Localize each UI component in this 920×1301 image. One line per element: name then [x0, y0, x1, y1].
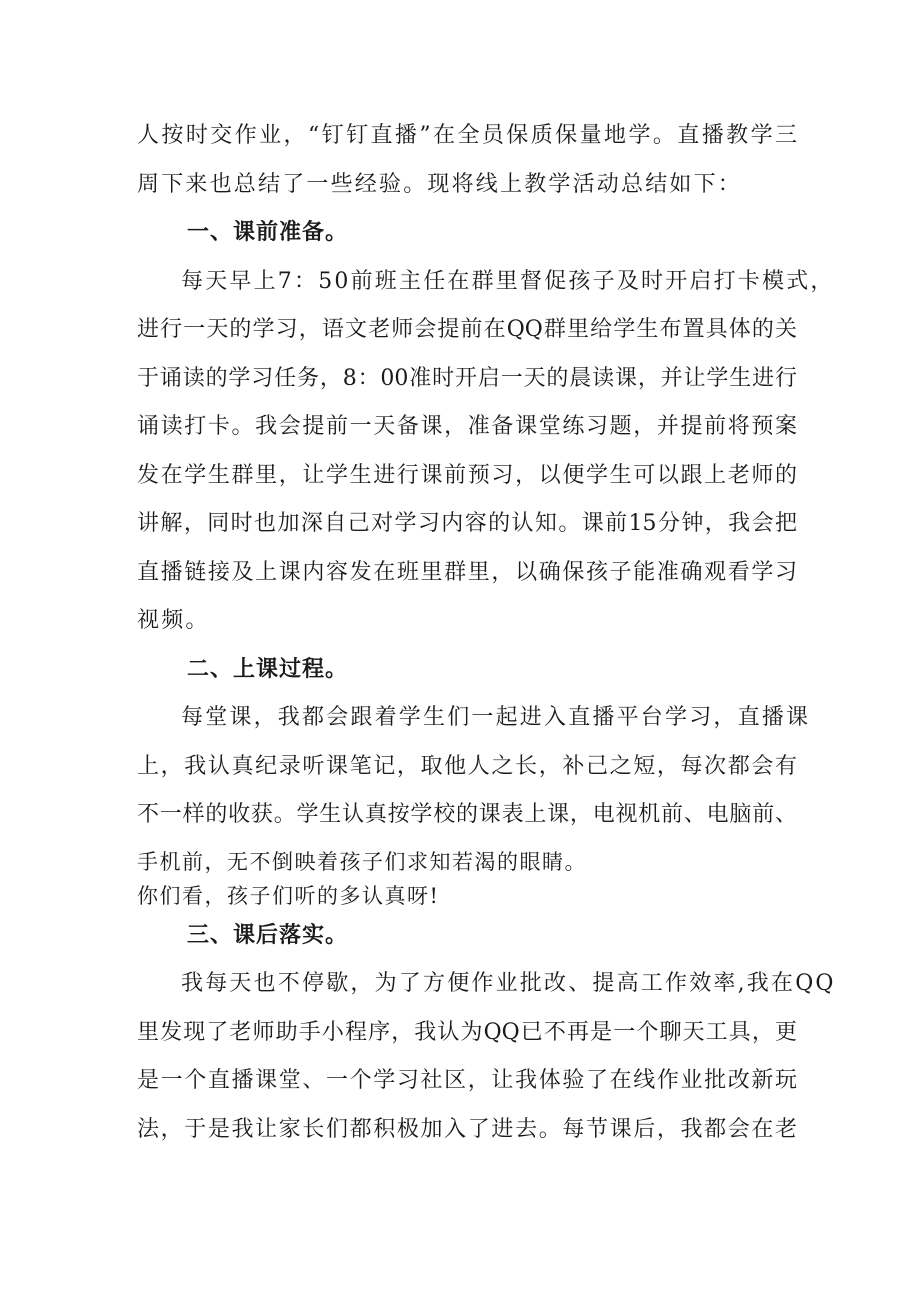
paragraph-line: 上，我认真纪录听课笔记，取他人之长，补己之短，每次都会有 — [137, 753, 797, 779]
paragraph-line: 是一个直播课堂、一个学习社区，让我体验了在线作业批改新玩 — [137, 1068, 797, 1093]
paragraph-line: 发在学生群里，让学生进行课前预习，以便学生可以跟上老师的 — [137, 462, 797, 488]
section-heading: 一、课前准备。 — [187, 220, 349, 245]
paragraph-line: 法，于是我让家长们都积极加入了进去。每节课后，我都会在老 — [137, 1116, 797, 1142]
paragraph-line: 直播链接及上课内容发在班里群里，以确保孩子能准确观看学习 — [137, 559, 797, 585]
intro-line: 人按时交作业，“钉钉直播”在全员保质保量地学。直播教学三 — [137, 123, 797, 148]
paragraph-line: 每堂课，我都会跟着学生们一起进入直播平台学习，直播课 — [181, 705, 811, 730]
paragraph-line: 于诵读的学习任务，8：00准时开启一天的晨读课，并让学生进行 — [137, 365, 797, 391]
paragraph-line: 不一样的收获。学生认真按学校的课表上课，电视机前、电脑前、 — [137, 802, 797, 827]
paragraph-line: 诵读打卡。我会提前一天备课，准备课堂练习题，并提前将预案 — [137, 414, 797, 439]
paragraph-line: 每天早上7：50前班主任在群里督促孩子及时开启打卡模式， — [181, 268, 835, 294]
paragraph-line: 视频。 — [137, 608, 210, 633]
intro-line: 周下来也总结了一些经验。现将线上教学活动总结如下： — [137, 171, 743, 197]
document-body — [137, 112, 836, 1154]
section-heading: 三、课后落实。 — [187, 922, 349, 948]
section-heading: 二、上课过程。 — [187, 656, 349, 682]
paragraph-line: 进行一天的学习，语文老师会提前在QQ群里给学生布置具体的关 — [137, 317, 797, 342]
photo-caption: 你们看，孩子们听的多认真呀! — [137, 883, 440, 908]
paragraph-line: 手机前，无不倒映着孩子们求知若渴的眼睛。 — [137, 849, 587, 874]
paragraph-line: 里发现了老师助手小程序，我认为QQ已不再是一个聊天工具，更 — [137, 1019, 797, 1045]
paragraph-line: 讲解，同时也加深自己对学习内容的认知。课前15分钟，我会把 — [137, 511, 797, 536]
paragraph-line: 我每天也不停歇，为了方便作业批改、提高工作效率,我在QQ — [181, 971, 836, 996]
